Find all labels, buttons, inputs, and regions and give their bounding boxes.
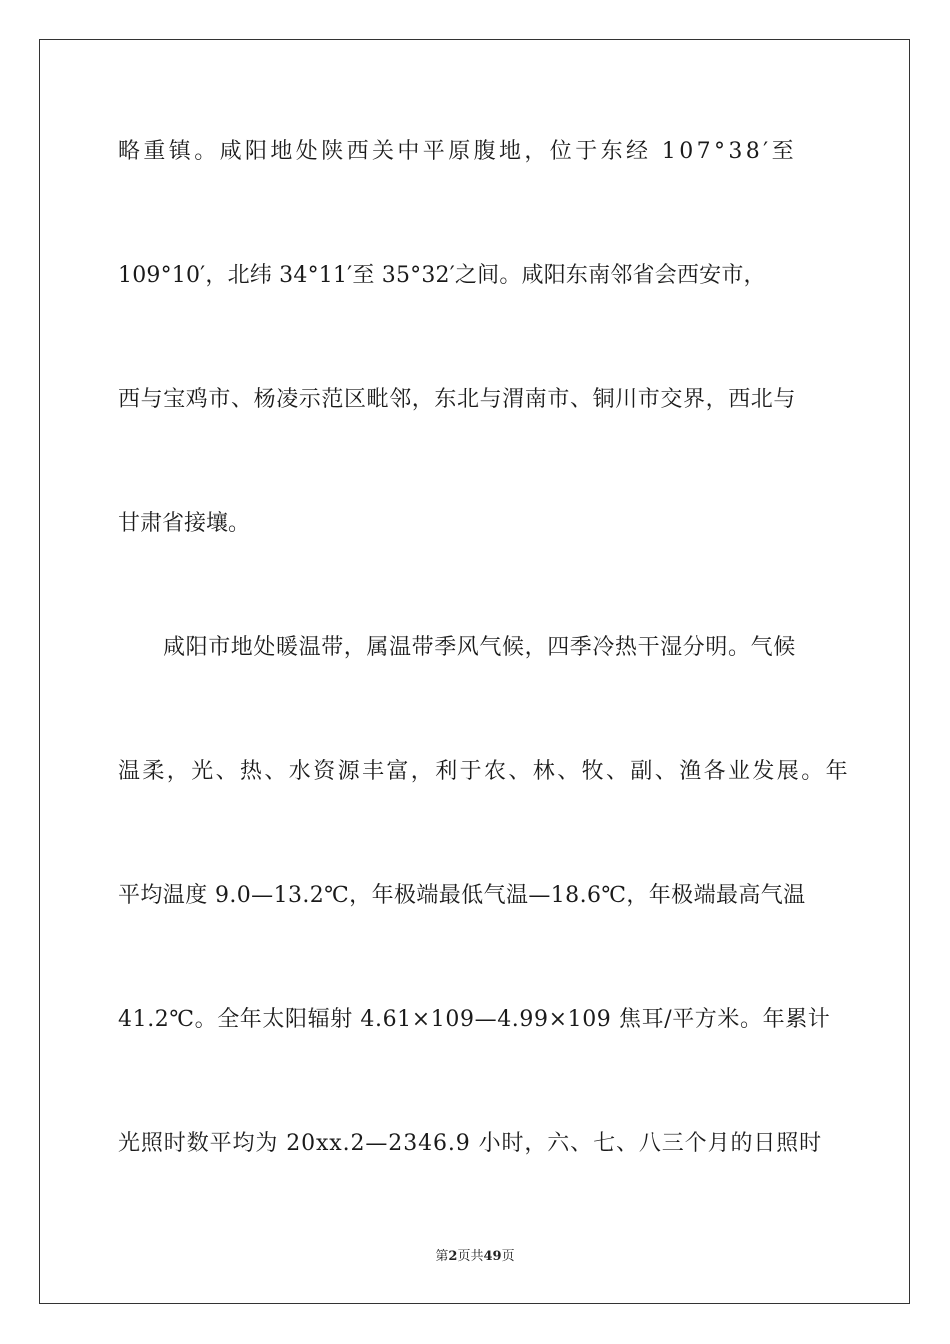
text-line-1: 略重镇。咸阳地处陕西关中平原腹地，位于东经 107°38′至 [118,139,797,164]
page-suffix: 页 [457,1249,471,1264]
text-line-5: 咸阳市地处暖温带，属温带季风气候，四季冷热干湿分明。气候 [163,635,796,660]
page-prefix: 第 [435,1249,449,1264]
page-number: 2 [448,1249,458,1264]
text-line-4: 甘肃省接壤。 [118,511,251,536]
text-line-9: 光照时数平均为 20xx.2—2346.9 小时，六、七、八三个月的日照时 [118,1131,823,1156]
text-line-6: 温柔，光、热、水资源丰富，利于农、林、牧、副、渔各业发展。年 [118,759,851,784]
total-prefix: 共 [470,1249,484,1264]
text-line-7: 平均温度 9.0—13.2℃，年极端最低气温—18.6℃，年极端最高气温 [118,883,806,908]
text-line-8: 41.2℃。全年太阳辐射 4.61×109—4.99×109 焦耳/平方米。年累计 [118,1007,831,1032]
page-footer [0,1248,950,1266]
page-border [39,39,910,1304]
total-suffix: 页 [501,1249,515,1264]
text-line-3: 西与宝鸡市、杨凌示范区毗邻，东北与渭南市、铜川市交界，西北与 [118,387,797,412]
text-line-2: 109°10′，北纬 34°11′至 35°32′之间。咸阳东南邻省会西安市， [118,263,766,288]
total-pages: 49 [483,1249,502,1264]
